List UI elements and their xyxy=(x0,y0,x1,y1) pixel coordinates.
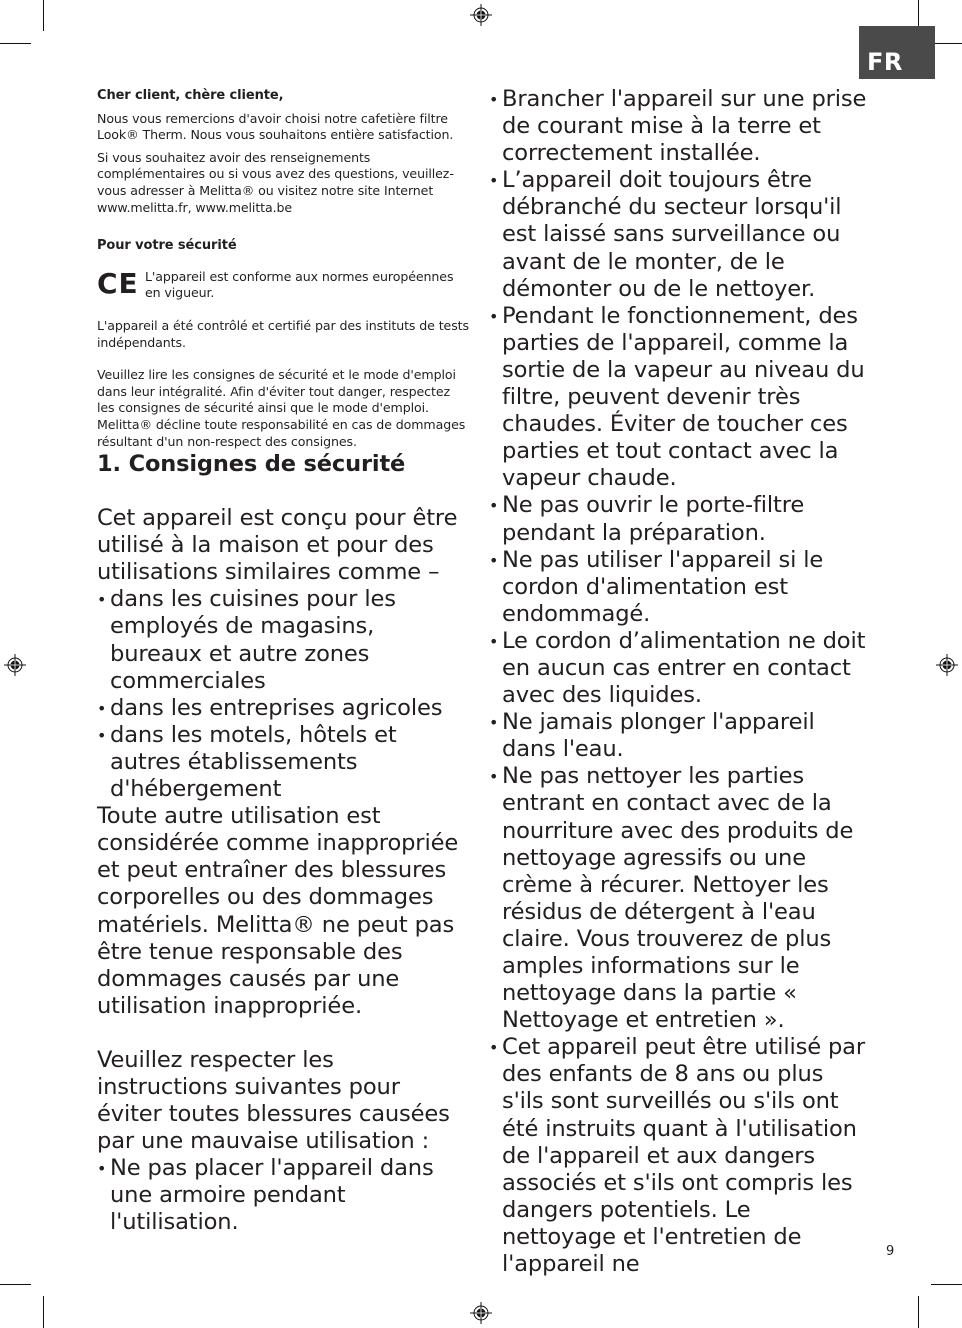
read-notice-paragraph: Veuillez lire les consignes de sécurité et le mode d'emploi dans leur intégralité. Afin d'éviter tout danger, respectez les consignes de sécurité ainsi que le mode d'emploi. Melitta® décline toute responsabilité en cas de dommages résultant d'un non-respect des consignes. xyxy=(97,367,466,449)
crop-mark xyxy=(43,1296,44,1328)
ce-text: L'appareil est conforme aux normes européennes en vigueur. xyxy=(145,268,454,301)
usage-list xyxy=(97,586,469,803)
page-number: 9 xyxy=(886,1244,895,1259)
intro-block xyxy=(97,88,469,450)
registration-mark-icon xyxy=(936,654,958,676)
crop-mark xyxy=(43,0,44,31)
section-1 xyxy=(97,450,469,1236)
list-item: • dans les motels, hôtels et autres établissements d'hébergement xyxy=(97,722,469,803)
registration-mark-icon xyxy=(470,1302,492,1324)
crop-mark xyxy=(0,43,31,44)
crop-mark xyxy=(931,1284,962,1285)
list-item: • Ne pas placer l'appareil dans une armoire pendant l'utilisation. xyxy=(97,1155,469,1236)
ce-mark-icon: CE xyxy=(97,266,139,300)
registration-mark-icon xyxy=(470,4,492,26)
list-item: • Le cordon d’alimentation ne doit en aucun cas entrer en contact avec des liquides. xyxy=(489,628,869,709)
list-item: • dans les entreprises agricoles xyxy=(97,695,469,722)
language-tab: FR xyxy=(859,26,935,79)
crop-mark xyxy=(931,43,962,44)
crop-mark xyxy=(918,1296,919,1328)
list-item: • dans les cuisines pour les employés de magasins, bureaux et autre zones commerciales xyxy=(97,586,469,694)
right-column xyxy=(489,86,869,1278)
safety-heading: Pour votre sécurité xyxy=(97,238,237,254)
misuse-paragraph: Toute autre utilisation est considérée comme inappropriée et peut entraîner des blessures corporelles ou des dommages matériels. Melitta® ne peut pas être tenue responsable des dommages causés par une utilisation inappropriée. xyxy=(97,803,459,1019)
list-item: • Ne pas ouvrir le porte-filtre pendant la préparation. xyxy=(489,492,869,546)
greeting: Cher client, chère cliente, xyxy=(97,88,284,103)
list-item: • Brancher l'appareil sur une prise de courant mise à la terre et correctement installée. xyxy=(489,86,869,167)
instructions-list-right xyxy=(489,86,869,1278)
usage-intro: Cet appareil est conçu pour être utilisé à la maison et pour des utilisations similaires comme – xyxy=(97,505,458,586)
instructions-intro: Veuillez respecter les instructions suivantes pour éviter toutes blessures causées par une mauvaise utilisation : xyxy=(97,1046,450,1155)
registration-mark-icon xyxy=(4,654,26,676)
list-item: • Cet appareil peut être utilisé par des enfants de 8 ans ou plus s'ils sont surveillés ou s'ils ont été instruits quant à l'utilisation de l'appareil et aux dangers associés et s'ils ont compris les dangers potentiels. Le nettoyage et l'entretien de l'appareil ne xyxy=(489,1034,869,1278)
list-item: • Pendant le fonctionnement, des parties de l'appareil, comme la sortie de la vapeur au niveau du filtre, peuvent devenir très chaudes. Éviter de toucher ces parties et tout contact avec la vapeur chaude. xyxy=(489,303,869,493)
crop-mark xyxy=(0,1284,31,1285)
instructions-list-left xyxy=(97,1155,469,1236)
certified-paragraph: L'appareil a été contrôlé et certifié par des instituts de tests indépendants. xyxy=(97,317,469,350)
section-heading: 1. Consignes de sécurité xyxy=(97,451,406,478)
list-item: • Ne pas nettoyer les parties entrant en contact avec de la nourriture avec des produits de nettoyage agressifs ou une crème à récurer. Nettoyer les résidus de détergent à l'eau claire. Vous trouverez de plus amples informations sur le nettoyage dans la partie « Nettoyage et entretien ». xyxy=(489,763,869,1034)
ce-row xyxy=(97,266,469,302)
list-item: • L’appareil doit toujours être débranché du secteur lorsqu'il est laissé sans surveillance ou avant de le monter, de le démonter ou de le nettoyer. xyxy=(489,167,869,302)
list-item: • Ne pas utiliser l'appareil si le cordon d'alimentation est endommagé. xyxy=(489,547,869,628)
info-paragraph: Si vous souhaitez avoir des renseignements complémentaires ou si vous avez des questions, veuillez-vous adresser à Melitta® ou visitez notre site Internet www.melitta.fr, www.melitta.be xyxy=(97,149,454,215)
left-column xyxy=(97,88,469,1237)
list-item: • Ne jamais plonger l'appareil dans l'eau. xyxy=(489,709,869,763)
thanks-paragraph: Nous vous remercions d'avoir choisi notre cafetière filtre Look® Therm. Nous vous souhaitons entière satisfaction. xyxy=(97,110,454,143)
